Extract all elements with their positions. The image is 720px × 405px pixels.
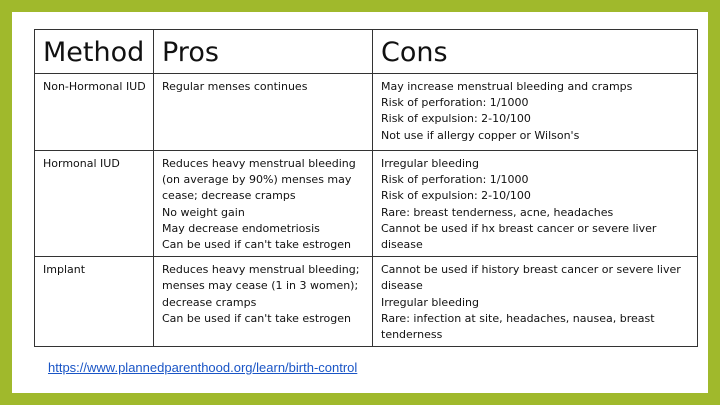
table-row xyxy=(35,74,698,151)
cons-line: Cannot be used if history breast cancer or severe liver disease xyxy=(381,263,681,293)
cons-cell xyxy=(373,257,698,347)
method-cell: Non-Hormonal IUD xyxy=(35,74,154,151)
cons-line: Irregular bleeding xyxy=(381,295,479,309)
cons-line: May increase menstrual bleeding and cramps xyxy=(381,80,633,93)
pros-cell xyxy=(154,151,373,257)
comparison-table xyxy=(34,29,698,347)
pros-line: Reduces heavy menstrual bleeding; menses may cease (1 in 3 women); decrease cramps xyxy=(162,263,360,309)
source-link[interactable]: https://www.plannedparenthood.org/learn/birth-control xyxy=(48,360,358,375)
cons-line: Not use if allergy copper or Wilson's xyxy=(381,128,580,142)
cons-line: Cannot be used if hx breast cancer or severe liver disease xyxy=(381,221,657,252)
pros-cell xyxy=(154,257,373,347)
cons-line: Rare: breast tenderness, acne, headaches xyxy=(381,205,614,219)
table-row xyxy=(35,151,698,257)
header-cons: Cons xyxy=(373,30,698,74)
cons-line: Risk of expulsion: 2-10/100 xyxy=(381,189,531,203)
header-pros: Pros xyxy=(154,30,373,74)
pros-line: No weight gain xyxy=(162,205,245,219)
method-cell: Hormonal IUD xyxy=(35,151,154,257)
cons-line: Irregular bleeding xyxy=(381,157,479,170)
cons-cell xyxy=(373,151,698,257)
table-row xyxy=(35,257,698,347)
cons-line: Risk of perforation: 1/1000 xyxy=(381,173,529,187)
pros-line: Regular menses continues xyxy=(162,80,308,93)
pros-line: Can be used if can't take estrogen xyxy=(162,238,351,252)
cons-line: Risk of expulsion: 2-10/100 xyxy=(381,112,531,126)
pros-line: May decrease endometriosis xyxy=(162,221,320,235)
method-cell: Implant xyxy=(35,257,154,347)
cons-cell xyxy=(373,74,698,151)
cons-line: Risk of perforation: 1/1000 xyxy=(381,96,529,110)
table-header-row xyxy=(35,30,698,74)
header-method: Method xyxy=(35,30,154,74)
pros-line: Reduces heavy menstrual bleeding (on average by 90%) menses may cease; decrease cramps xyxy=(162,157,356,203)
slide xyxy=(12,12,708,393)
pros-cell xyxy=(154,74,373,151)
cons-line: Rare: infection at site, headaches, nausea, breast tenderness xyxy=(381,311,655,342)
pros-line: Can be used if can't take estrogen xyxy=(162,311,351,325)
